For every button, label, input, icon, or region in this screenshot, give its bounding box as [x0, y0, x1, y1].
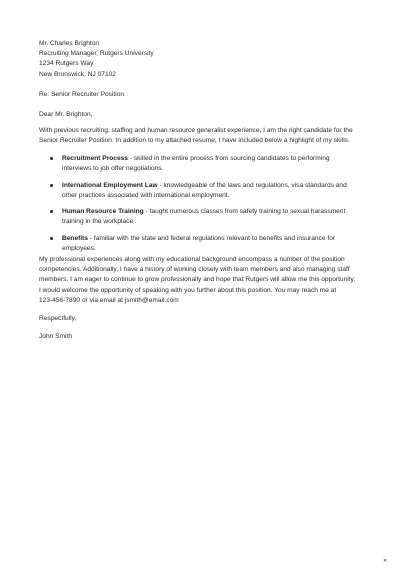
skill-text: - taught numerous classes from safety training to sexual harassment — [143, 208, 346, 215]
subject-line: Re: Senior Recruiter Position — [39, 91, 125, 98]
closing-line: competencies. Additionally, I have a history of working closely with team members and also managing staff — [39, 266, 350, 274]
recipient-street: 1234 Rutgers Way — [39, 60, 94, 68]
list-item — [50, 154, 366, 174]
intro-line: With previous recruiting, staffing and human resource generalist experience, I am the right candidate for the — [39, 127, 353, 134]
recipient-title: Recruiting Manager, Rutgers University — [39, 50, 154, 58]
skill-title: Human Resource Training — [62, 208, 144, 215]
intro-line: Senior Recruiter Position. In addition to my attached resume, I have included below a highlight of my skills. — [39, 137, 350, 145]
skill-title: Benefits — [62, 234, 89, 242]
closing-line: members. I am eager to continue to grow professionally and hope that Rutgers will allow me this opportunity. — [39, 276, 356, 284]
recipient-city: New Brunswick, NJ 07102 — [39, 70, 116, 78]
intro-paragraph — [39, 126, 365, 146]
recipient-address — [39, 39, 365, 80]
signature-name: John Smith — [39, 333, 72, 340]
skill-text: - knowledgeable of the laws and regulations, visa standards and — [157, 181, 347, 189]
skill-text: - familiar with the state and federal regulations relevant to benefits and insurance for — [88, 234, 336, 242]
closing-paragraph — [39, 255, 365, 306]
list-item — [50, 234, 366, 254]
bullet-icon — [50, 157, 53, 160]
closing-line: I would welcome the opportunity of speaking with you further about this position. You may reach me at — [39, 286, 337, 294]
signoff: Respectfully, — [39, 315, 77, 322]
bullet-icon — [50, 184, 53, 187]
corner-mark-icon: ✕ — [383, 558, 388, 564]
skill-text: employees. — [62, 244, 96, 252]
recipient-name: Mr. Charles Brighton — [39, 40, 100, 47]
bullet-icon — [50, 210, 53, 213]
skill-text: - skilled in the entire process from sourcing candidates to performing — [127, 155, 330, 162]
skill-title: International Employment Law — [62, 181, 158, 189]
closing-line: My professional experiences along with my educational background encompass a number of the position — [39, 256, 345, 263]
bullet-icon — [50, 237, 53, 240]
skill-text: training in the workplace . — [62, 218, 137, 226]
closing-line: 123-456-7890 or via email at jsmith@email.com — [39, 296, 179, 304]
list-item — [50, 207, 366, 227]
greeting: Dear Mr. Brighton, — [39, 111, 93, 118]
skill-text: interviews to job offer negotiations. — [62, 165, 164, 173]
list-item — [50, 181, 366, 201]
skill-text: other practices associated with international employment. — [62, 191, 230, 199]
skill-title: Recruitment Process — [62, 155, 128, 162]
skills-list — [50, 154, 366, 260]
